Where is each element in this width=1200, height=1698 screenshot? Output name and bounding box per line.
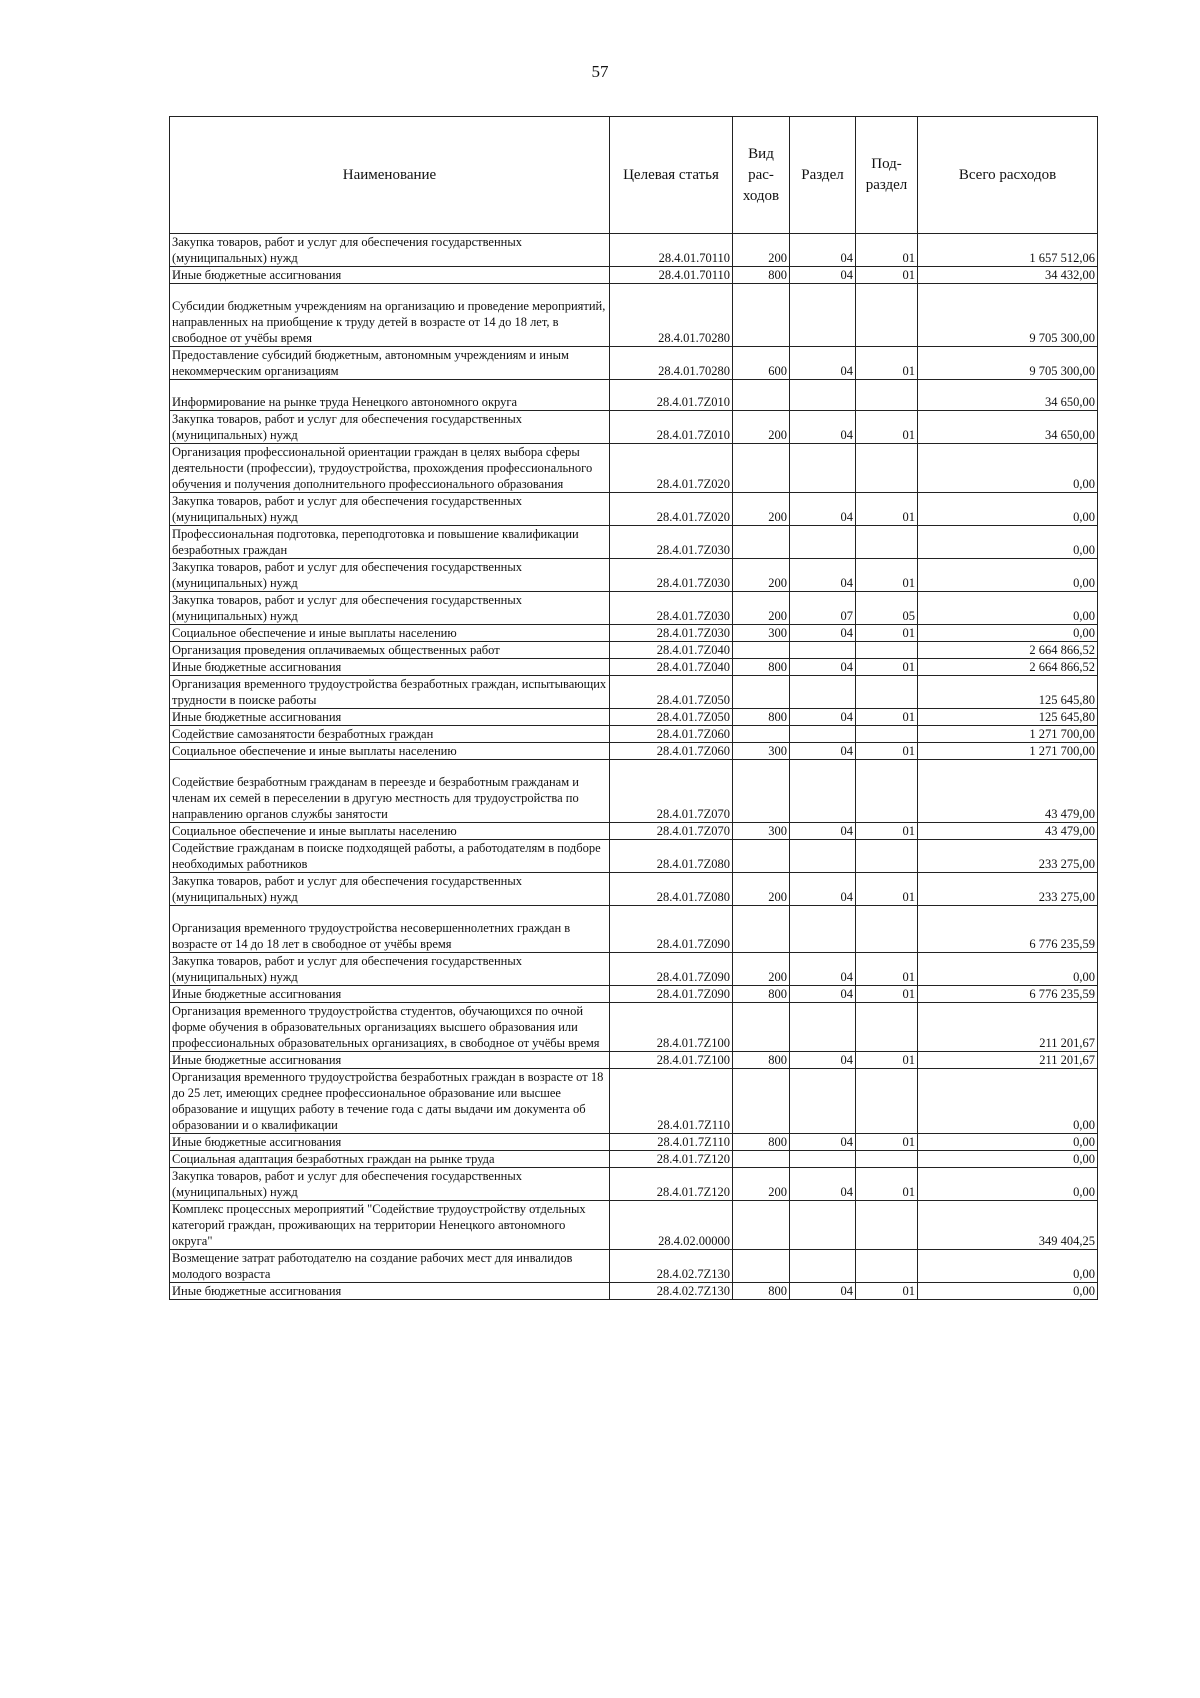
cell-name: Закупка товаров, работ и услуг для обеспечения государственных (муниципальных) нужд [170, 411, 610, 444]
cell-subsection [856, 1201, 918, 1250]
cell-total: 2 664 866,52 [918, 642, 1098, 659]
cell-section [790, 760, 856, 823]
cell-total: 125 645,80 [918, 709, 1098, 726]
cell-subsection: 05 [856, 592, 918, 625]
table-row [170, 840, 1098, 873]
cell-expense-type [733, 1151, 790, 1168]
cell-total: 0,00 [918, 592, 1098, 625]
cell-total: 0,00 [918, 953, 1098, 986]
cell-total: 0,00 [918, 1250, 1098, 1283]
cell-target-article: 28.4.01.7Z120 [610, 1151, 733, 1168]
cell-subsection: 01 [856, 1168, 918, 1201]
cell-section: 04 [790, 411, 856, 444]
cell-expense-type: 800 [733, 659, 790, 676]
table-row [170, 1151, 1098, 1168]
cell-total: 34 650,00 [918, 380, 1098, 411]
cell-section [790, 840, 856, 873]
table-row [170, 743, 1098, 760]
cell-total: 0,00 [918, 1168, 1098, 1201]
cell-subsection [856, 284, 918, 347]
cell-target-article: 28.4.01.7Z030 [610, 592, 733, 625]
cell-section: 04 [790, 1283, 856, 1300]
cell-section [790, 380, 856, 411]
cell-name: Иные бюджетные ассигнования [170, 267, 610, 284]
cell-name: Организация временного трудоустройства студентов, обучающихся по очной форме обучения в образовательных организациях высшего образования или профессиональных образовательных организациях, в свободное от учёбы время [170, 1003, 610, 1052]
cell-target-article: 28.4.01.7Z080 [610, 873, 733, 906]
cell-subsection: 01 [856, 267, 918, 284]
cell-subsection [856, 726, 918, 743]
cell-name: Возмещение затрат работодателю на создание рабочих мест для инвалидов молодого возраста [170, 1250, 610, 1283]
header-section: Раздел [790, 117, 856, 234]
cell-target-article: 28.4.01.7Z090 [610, 953, 733, 986]
cell-subsection: 01 [856, 1052, 918, 1069]
cell-target-article: 28.4.01.7Z110 [610, 1134, 733, 1151]
cell-name: Организация профессиональной ориентации граждан в целях выбора сферы деятельности (профессии), трудоустройства, прохождения профессионального обучения и получения дополнительного профессионального образования [170, 444, 610, 493]
cell-subsection [856, 760, 918, 823]
cell-expense-type [733, 1250, 790, 1283]
cell-expense-type: 800 [733, 1052, 790, 1069]
header-subsection: Под-раздел [856, 117, 918, 234]
table-row [170, 1250, 1098, 1283]
cell-expense-type: 300 [733, 823, 790, 840]
cell-name: Социальное обеспечение и иные выплаты населению [170, 823, 610, 840]
cell-name: Профессиональная подготовка, переподготовка и повышение квалификации безработных граждан [170, 526, 610, 559]
header-name: Наименование [170, 117, 610, 234]
cell-subsection: 01 [856, 347, 918, 380]
cell-name: Закупка товаров, работ и услуг для обеспечения государственных (муниципальных) нужд [170, 873, 610, 906]
table-row [170, 526, 1098, 559]
cell-name: Иные бюджетные ассигнования [170, 986, 610, 1003]
cell-section: 04 [790, 823, 856, 840]
cell-target-article: 28.4.01.70280 [610, 284, 733, 347]
table-row [170, 493, 1098, 526]
cell-name: Организация временного трудоустройства несовершеннолетних граждан в возрасте от 14 до 18 лет в свободное от учёбы время [170, 906, 610, 953]
cell-expense-type: 800 [733, 1283, 790, 1300]
cell-total: 0,00 [918, 625, 1098, 642]
cell-name: Иные бюджетные ассигнования [170, 1134, 610, 1151]
cell-target-article: 28.4.01.7Z050 [610, 709, 733, 726]
cell-section: 04 [790, 559, 856, 592]
table-row [170, 1003, 1098, 1052]
cell-target-article: 28.4.01.7Z070 [610, 760, 733, 823]
cell-subsection [856, 1003, 918, 1052]
cell-target-article: 28.4.01.7Z030 [610, 526, 733, 559]
cell-target-article: 28.4.01.7Z100 [610, 1052, 733, 1069]
cell-section: 04 [790, 873, 856, 906]
cell-total: 6 776 235,59 [918, 906, 1098, 953]
table-row [170, 642, 1098, 659]
header-total-expenses: Всего расходов [918, 117, 1098, 234]
cell-expense-type: 200 [733, 411, 790, 444]
cell-target-article: 28.4.01.7Z030 [610, 559, 733, 592]
cell-total: 43 479,00 [918, 823, 1098, 840]
table-row [170, 380, 1098, 411]
cell-section: 04 [790, 1052, 856, 1069]
cell-name: Закупка товаров, работ и услуг для обеспечения государственных (муниципальных) нужд [170, 234, 610, 267]
table-row [170, 873, 1098, 906]
cell-section: 04 [790, 493, 856, 526]
cell-subsection: 01 [856, 493, 918, 526]
cell-expense-type [733, 284, 790, 347]
cell-name: Закупка товаров, работ и услуг для обеспечения государственных (муниципальных) нужд [170, 592, 610, 625]
cell-name: Иные бюджетные ассигнования [170, 659, 610, 676]
cell-total: 34 432,00 [918, 267, 1098, 284]
cell-name: Информирование на рынке труда Ненецкого автономного округа [170, 380, 610, 411]
cell-expense-type: 800 [733, 267, 790, 284]
cell-target-article: 28.4.01.7Z090 [610, 906, 733, 953]
cell-expense-type: 800 [733, 709, 790, 726]
cell-target-article: 28.4.02.00000 [610, 1201, 733, 1250]
cell-expense-type [733, 1003, 790, 1052]
cell-subsection: 01 [856, 234, 918, 267]
cell-section [790, 676, 856, 709]
cell-subsection: 01 [856, 953, 918, 986]
cell-name: Закупка товаров, работ и услуг для обеспечения государственных (муниципальных) нужд [170, 1168, 610, 1201]
cell-section: 04 [790, 709, 856, 726]
cell-name: Организация проведения оплачиваемых общественных работ [170, 642, 610, 659]
cell-target-article: 28.4.01.7Z090 [610, 986, 733, 1003]
cell-expense-type [733, 726, 790, 743]
cell-subsection: 01 [856, 1134, 918, 1151]
cell-expense-type [733, 380, 790, 411]
cell-subsection [856, 1250, 918, 1283]
cell-subsection: 01 [856, 625, 918, 642]
cell-expense-type [733, 906, 790, 953]
cell-section: 07 [790, 592, 856, 625]
cell-target-article: 28.4.01.7Z040 [610, 642, 733, 659]
cell-target-article: 28.4.01.70110 [610, 234, 733, 267]
cell-subsection [856, 642, 918, 659]
cell-expense-type: 200 [733, 559, 790, 592]
table-row [170, 444, 1098, 493]
cell-expense-type: 200 [733, 873, 790, 906]
cell-subsection [856, 444, 918, 493]
cell-expense-type: 300 [733, 625, 790, 642]
header-target-article: Целевая статья [610, 117, 733, 234]
table-row [170, 1052, 1098, 1069]
table-row [170, 284, 1098, 347]
table-row [170, 906, 1098, 953]
cell-name: Закупка товаров, работ и услуг для обеспечения государственных (муниципальных) нужд [170, 953, 610, 986]
cell-section: 04 [790, 1168, 856, 1201]
table-row [170, 411, 1098, 444]
cell-section [790, 1003, 856, 1052]
table-row [170, 709, 1098, 726]
cell-name: Содействие самозанятости безработных граждан [170, 726, 610, 743]
cell-section [790, 906, 856, 953]
cell-subsection [856, 906, 918, 953]
cell-name: Социальное обеспечение и иные выплаты населению [170, 743, 610, 760]
cell-target-article: 28.4.01.7Z060 [610, 743, 733, 760]
cell-subsection: 01 [856, 743, 918, 760]
cell-total: 34 650,00 [918, 411, 1098, 444]
cell-expense-type [733, 840, 790, 873]
cell-expense-type: 600 [733, 347, 790, 380]
table-row [170, 1134, 1098, 1151]
cell-subsection: 01 [856, 1283, 918, 1300]
cell-total: 0,00 [918, 493, 1098, 526]
table-row [170, 234, 1098, 267]
cell-total: 125 645,80 [918, 676, 1098, 709]
cell-subsection [856, 1069, 918, 1134]
cell-target-article: 28.4.02.7Z130 [610, 1283, 733, 1300]
table-row [170, 659, 1098, 676]
cell-total: 0,00 [918, 559, 1098, 592]
cell-subsection: 01 [856, 411, 918, 444]
cell-expense-type [733, 444, 790, 493]
cell-total: 1 271 700,00 [918, 743, 1098, 760]
cell-total: 0,00 [918, 1283, 1098, 1300]
cell-section [790, 284, 856, 347]
cell-section [790, 444, 856, 493]
cell-total: 211 201,67 [918, 1052, 1098, 1069]
cell-name: Содействие гражданам в поиске подходящей работы, а работодателям в подборе необходимых работников [170, 840, 610, 873]
cell-section: 04 [790, 1134, 856, 1151]
cell-target-article: 28.4.01.70110 [610, 267, 733, 284]
cell-expense-type: 200 [733, 953, 790, 986]
table-row [170, 676, 1098, 709]
budget-table [169, 116, 1098, 1300]
cell-expense-type [733, 676, 790, 709]
cell-subsection: 01 [856, 559, 918, 592]
cell-subsection: 01 [856, 659, 918, 676]
cell-name: Закупка товаров, работ и услуг для обеспечения государственных (муниципальных) нужд [170, 493, 610, 526]
cell-total: 1 657 512,06 [918, 234, 1098, 267]
cell-section [790, 642, 856, 659]
cell-total: 0,00 [918, 1151, 1098, 1168]
cell-total: 211 201,67 [918, 1003, 1098, 1052]
cell-expense-type: 200 [733, 234, 790, 267]
cell-total: 0,00 [918, 526, 1098, 559]
table-header-row [170, 117, 1098, 234]
cell-expense-type [733, 1201, 790, 1250]
table-row [170, 1283, 1098, 1300]
cell-section [790, 726, 856, 743]
table-row [170, 760, 1098, 823]
cell-total: 0,00 [918, 1069, 1098, 1134]
cell-total: 0,00 [918, 444, 1098, 493]
cell-expense-type [733, 642, 790, 659]
cell-expense-type: 200 [733, 1168, 790, 1201]
cell-target-article: 28.4.01.7Z120 [610, 1168, 733, 1201]
cell-name: Социальное обеспечение и иные выплаты населению [170, 625, 610, 642]
cell-section [790, 1151, 856, 1168]
cell-name: Организация временного трудоустройства безработных граждан, испытывающих трудности в поиске работы [170, 676, 610, 709]
cell-expense-type [733, 526, 790, 559]
cell-name: Субсидии бюджетным учреждениям на организацию и проведение мероприятий, направленных на приобщение к труду детей в возрасте от 14 до 18 лет, в свободное от учёбы время [170, 284, 610, 347]
cell-subsection [856, 1151, 918, 1168]
cell-total: 9 705 300,00 [918, 284, 1098, 347]
cell-name: Организация временного трудоустройства безработных граждан в возрасте от 18 до 25 лет, имеющих среднее профессиональное образование или высшее образование и ищущих работу в течение года с даты выдачи им документа об образовании и о квалификации [170, 1069, 610, 1134]
cell-section: 04 [790, 986, 856, 1003]
cell-section: 04 [790, 743, 856, 760]
table-body [170, 234, 1098, 1300]
cell-total: 2 664 866,52 [918, 659, 1098, 676]
cell-name: Иные бюджетные ассигнования [170, 1283, 610, 1300]
cell-total: 6 776 235,59 [918, 986, 1098, 1003]
cell-expense-type: 300 [733, 743, 790, 760]
cell-section [790, 526, 856, 559]
table-row [170, 953, 1098, 986]
cell-subsection: 01 [856, 709, 918, 726]
cell-subsection [856, 380, 918, 411]
cell-expense-type: 800 [733, 1134, 790, 1151]
cell-section [790, 1201, 856, 1250]
cell-subsection: 01 [856, 986, 918, 1003]
cell-total: 233 275,00 [918, 873, 1098, 906]
cell-expense-type [733, 760, 790, 823]
cell-expense-type [733, 1069, 790, 1134]
cell-name: Иные бюджетные ассигнования [170, 709, 610, 726]
cell-section: 04 [790, 267, 856, 284]
cell-total: 233 275,00 [918, 840, 1098, 873]
cell-expense-type: 200 [733, 592, 790, 625]
table-row [170, 592, 1098, 625]
cell-target-article: 28.4.01.7Z110 [610, 1069, 733, 1134]
cell-target-article: 28.4.01.7Z080 [610, 840, 733, 873]
table-row [170, 559, 1098, 592]
cell-subsection [856, 526, 918, 559]
cell-target-article: 28.4.01.7Z040 [610, 659, 733, 676]
cell-expense-type: 200 [733, 493, 790, 526]
table-row [170, 986, 1098, 1003]
cell-target-article: 28.4.01.70280 [610, 347, 733, 380]
cell-subsection: 01 [856, 873, 918, 906]
cell-name: Закупка товаров, работ и услуг для обеспечения государственных (муниципальных) нужд [170, 559, 610, 592]
cell-target-article: 28.4.01.7Z020 [610, 493, 733, 526]
cell-name: Содействие безработным гражданам в переезде и безработным гражданам и членам их семей в переселении в другую местность для трудоустройства по направлению органов службы занятости [170, 760, 610, 823]
cell-section: 04 [790, 234, 856, 267]
cell-name: Комплекс процессных мероприятий "Содействие трудоустройству отдельных категорий граждан, проживающих на территории Ненецкого автономного округа" [170, 1201, 610, 1250]
cell-section: 04 [790, 953, 856, 986]
cell-total: 0,00 [918, 1134, 1098, 1151]
cell-total: 43 479,00 [918, 760, 1098, 823]
cell-total: 9 705 300,00 [918, 347, 1098, 380]
cell-target-article: 28.4.01.7Z070 [610, 823, 733, 840]
cell-target-article: 28.4.01.7Z100 [610, 1003, 733, 1052]
table-row [170, 726, 1098, 743]
cell-total: 1 271 700,00 [918, 726, 1098, 743]
cell-section: 04 [790, 625, 856, 642]
table-row [170, 1069, 1098, 1134]
cell-subsection: 01 [856, 823, 918, 840]
cell-subsection [856, 676, 918, 709]
table-row [170, 1168, 1098, 1201]
cell-target-article: 28.4.02.7Z130 [610, 1250, 733, 1283]
cell-name: Социальная адаптация безработных граждан на рынке труда [170, 1151, 610, 1168]
cell-section: 04 [790, 659, 856, 676]
cell-total: 349 404,25 [918, 1201, 1098, 1250]
cell-subsection [856, 840, 918, 873]
cell-section [790, 1069, 856, 1134]
cell-name: Иные бюджетные ассигнования [170, 1052, 610, 1069]
page-number: 57 [591, 62, 609, 81]
cell-target-article: 28.4.01.7Z010 [610, 411, 733, 444]
table-row [170, 347, 1098, 380]
table-row [170, 625, 1098, 642]
cell-target-article: 28.4.01.7Z030 [610, 625, 733, 642]
header-expense-type: Вид рас-ходов [733, 117, 790, 234]
cell-target-article: 28.4.01.7Z060 [610, 726, 733, 743]
table-row [170, 823, 1098, 840]
table-row [170, 267, 1098, 284]
cell-target-article: 28.4.01.7Z010 [610, 380, 733, 411]
cell-section [790, 1250, 856, 1283]
cell-target-article: 28.4.01.7Z020 [610, 444, 733, 493]
cell-target-article: 28.4.01.7Z050 [610, 676, 733, 709]
cell-name: Предоставление субсидий бюджетным, автономным учреждениям и иным некоммерческим организациям [170, 347, 610, 380]
cell-expense-type: 800 [733, 986, 790, 1003]
cell-section: 04 [790, 347, 856, 380]
table-row [170, 1201, 1098, 1250]
